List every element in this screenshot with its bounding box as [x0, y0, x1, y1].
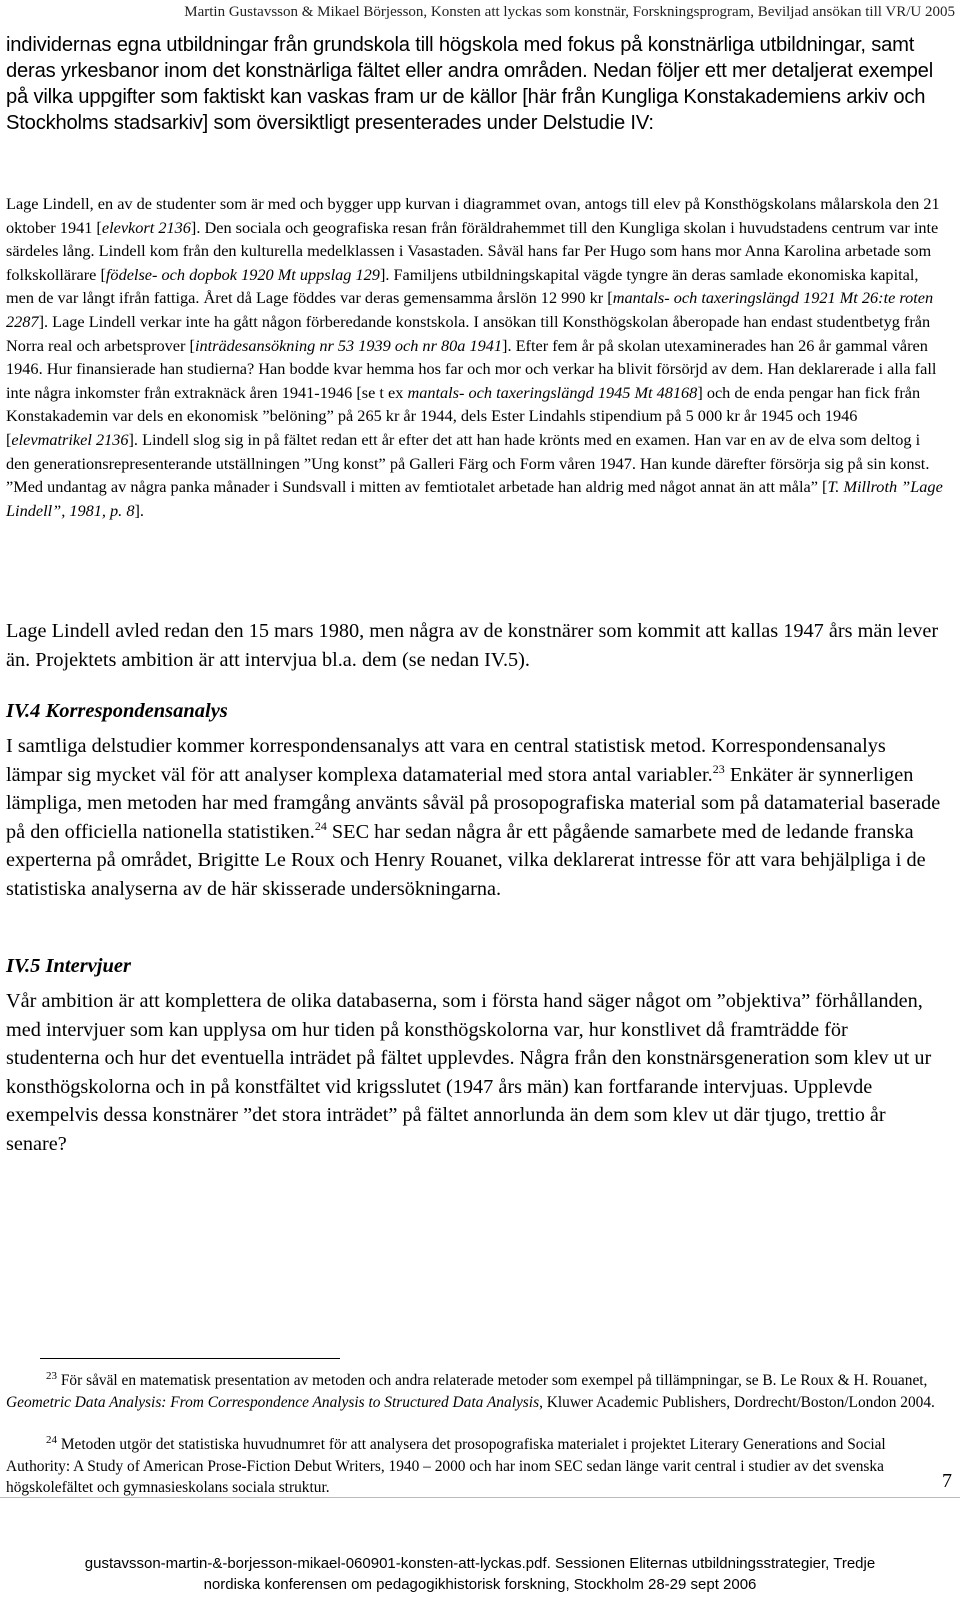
lindell-example-paragraph: Lage Lindell, en av de studenter som är med och bygger upp kurvan i diagrammet ovan, antogs till elev på Konsthögskolans målarskola den 21 oktober 1941 [elevkort 2136]. Den sociala och geografiska resan från föräldrahemmet till den Kungliga skolan i huvudstadens centrum var inte särdeles lång. Lindell kom från den kulturella medelklassen i Vasastaden. Såväl hans far Per Hugo som hans mor Anna Karolina arbetade som folkskollärare [födelse- och dopbok 1920 Mt uppslag 129]. Familjens utbildningskapital vägde tyngre än deras samlade ekonomiska kapital, men de var långt ifrån fattiga. Året då Lage föddes var deras gemensamma årslön 12 990 kr [mantals- och taxeringslängd 1921 Mt 26:te roten 2287]. Lage Lindell verkar inte ha gått någon förberedande konstskola. I ansökan till Konsthögskolan åberopade han endast studentbetyg från Norra real och arbetsprover [inträdesansökning nr 53 1939 och nr 80a 1941]. Efter fem år på skolan utexaminerades han 26 år gammal våren 1946. Hur finansierade han studierna? Han bodde kvar hemma hos far och mor och verkar ha blivit försörjd av dem. Han deklarerade i alla fall inte några inkomster från extraknäck åren 1941-1946 [se t ex mantals- och taxeringslängd 1945 Mt 48168] och de enda pengar han fick från Konstakademin var dels en ekonomisk ”belöning” på 265 kr år 1944, dels Ester Lindahls stipendium på 5 000 kr år 1945 och 1946 [elevmatrikel 2136]. Lindell slog sig in på fältet redan ett år efter det att han hade krönts med en examen. Han var en av de elva som deltog i den generationsrepresenterande utställningen ”Ung konst” på Galleri Färg och Form våren 1947. Han kunde därefter försörja sig på sin konst. ”Med undantag av några panka månader i Sundsvall i mitten av femtiotalet arbetade han aldrig med något annat än att måla” [T. Millroth ”Lage Lindell”, 1981, p. 8]. [6, 194, 943, 520]
section-heading-intervjuer: IV.5 Intervjuer [6, 955, 131, 977]
footnote-ref-24[interactable]: 24 [314, 819, 327, 834]
footnote-24: $^{24}$ Metoden utgör det statistiska huvudnumret för att analysera det prosopografiska materialet i projektet Literary Generations and Social Authority: A Study of American Prose-Fiction Debut Writers, 1940 – 2000 och har inom SEC sedan länge varit central i studier av det svenska högskolefältet och gymnasieskolans sociala struktur. [6, 1433, 886, 1496]
lindell-death-paragraph: Lage Lindell avled redan den 15 mars 1980, men några av de konstnärer som kommit att kallas 1947 års män lever än. Projektets ambition är att intervjua bl.a. dem (se nedan IV.5). [6, 620, 939, 671]
intervjuer-paragraph: Vår ambition är att komplettera de olika databaserna, som i första hand säger något om ”objektiva” förhållanden, med intervjuer som kan upplysa om hur tiden på konsthögskolorna var, hur konstlivet då framträdde för studenterna och hur det eventuella inträdet på fältet upplevdes. Några från den konstnärsgeneration som klev ut ur konsthögskolorna och in på konstfältet vid krigsslutet (1947 års män) kan fortfarande intervjuas. Upplevde exempelvis dessa konstnärer ”det stora inträdet” på fältet annorlunda än dem som klev ut där tjugo, trettio år senare? [6, 990, 932, 1155]
korrespondensanalys-paragraph: I samtliga delstudier kommer korrespondensanalys att vara en central statistisk metod. Korrespondensanalys lämpar sig mycket väl för att analyser komplexa datamaterial med stora antal variabler.$^{23}$ Enkäter är synnerligen lämpliga, men metoden har med framgång använts såväl på prosopografiska material som på datamaterial baserade på den officiella nationella statistiken.$^{24}$ SEC har sedan några år ett pågående samarbete med de ledande franska experterna på området, Brigitte Le Roux och Henry Rouanet, vilka deklarerat intresse för att vara behjälpliga i de statistiska analyserna av de här skisserade undersökningarna. [6, 735, 941, 900]
footer-line-2: nordiska konferensen om pedagogikhistorisk forskning, Stockholm 28-29 sept 2006 [203, 1576, 757, 1593]
footer-line-1: gustavsson-martin-&-borjesson-mikael-060901-konsten-att-lyckas.pdf. Sessionen Eliternas utbildningsstrategier, Tredje [84, 1555, 876, 1572]
footer-divider [0, 1497, 960, 1498]
footnote-ref-23[interactable]: 23 [712, 761, 725, 776]
section-heading-korrespondensanalys: IV.4 Korrespondensanalys [6, 700, 228, 722]
intro-paragraph: individernas egna utbildningar från grundskola till högskola med fokus på konstnärliga utbildningar, samt deras yrkesbanor inom det konstnärliga fältet eller andra områden. Nedan följer ett mer detaljerat exempel på vilka uppgifter som faktiskt kan vaskas fram ur de källor [här från Kungliga Konstakademiens arkiv och Stockholms stadsarkiv] som översiktligt presenterades under Delstudie IV: [6, 34, 933, 134]
running-header: Martin Gustavsson & Mikael Börjesson, Konsten att lyckas som konstnär, Forskningsprogram, Beviljad ansökan till VR/U 2005 [184, 4, 955, 20]
footnote-23: $^{23}$ För såväl en matematisk presentation av metoden och andra relaterade metoder som exempel på tillämpningar, se B. Le Roux & H. Rouanet, Geometric Data Analysis: From Correspondence Analysis to Structured Data Analysis, Kluwer Academic Publishers, Dordrecht/Boston/London 2004. [6, 1369, 935, 1411]
page-number: 7 [942, 1470, 952, 1492]
footnote-divider [40, 1358, 340, 1359]
